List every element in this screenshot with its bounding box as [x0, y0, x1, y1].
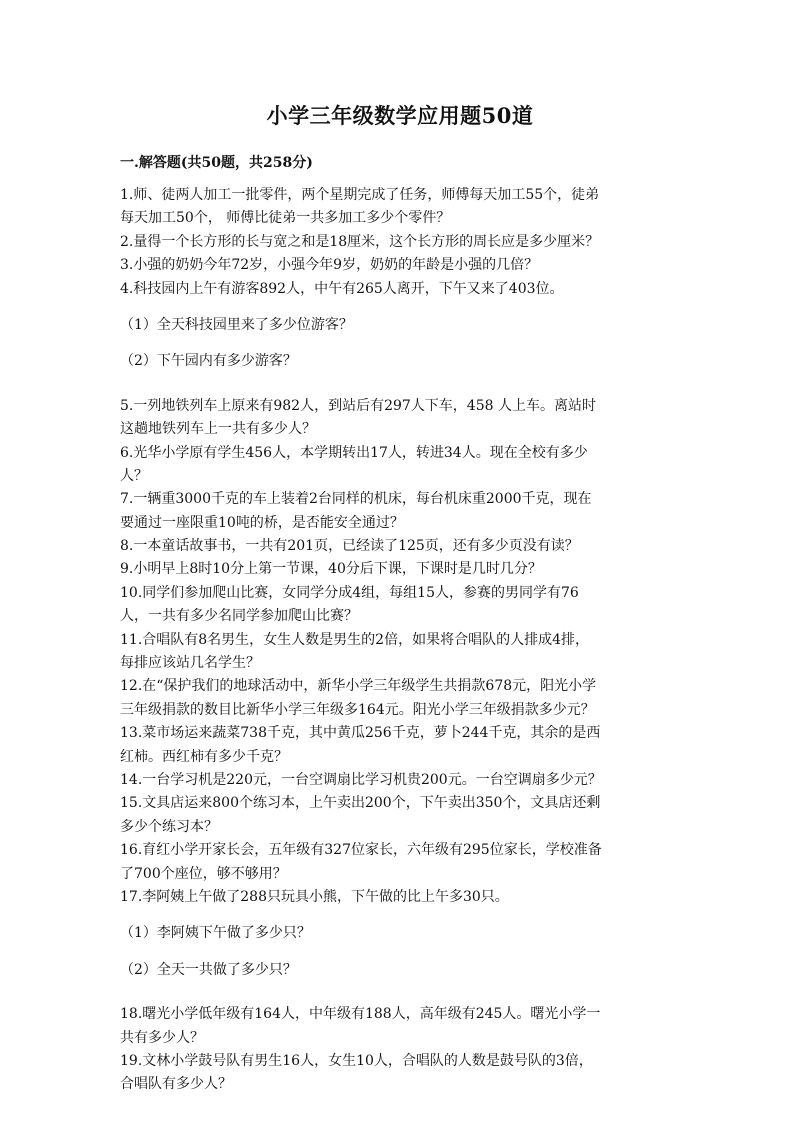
question-7-line-2: 要通过一座限重10吨的桥，是否能安全通过？ — [120, 514, 404, 531]
question-5-line-1: 5.一列地铁列车上原来有982人，到站后有297人下车，458 人上车。离站时 — [120, 397, 596, 414]
question-list — [120, 184, 680, 1097]
question-18-line-1: 18.曙光小学低年级有164人，中年级有188人，高年级有245人。曙光小学一 — [120, 1006, 601, 1023]
question-6-line-2: 人？ — [120, 467, 148, 484]
question-4-subquestion-1: （1）全天科技园里来了多少位游客？ — [120, 316, 353, 333]
question-3-line-1: 3.小强的奶奶今年72岁，小强今年9岁，奶奶的年龄是小强的几倍？ — [120, 257, 539, 274]
question-1-line-2: 每天加工50个， 师傅比徒弟一共多加工多少个零件？ — [120, 210, 451, 227]
question-17-subquestion-1: （1）李阿姨下午做了多少只？ — [120, 925, 311, 942]
question-16-line-1: 16.育红小学开家长会，五年级有327位家长，六年级有295位家长，学校准备 — [120, 842, 602, 859]
spacer — [120, 995, 680, 1003]
question-15-line-2: 多少个练习本？ — [120, 818, 218, 835]
question-19-line-1: 19.文林小学鼓号队有男生16人，女生10人，合唱队的人数是鼓号队的3倍， — [120, 1052, 593, 1069]
question-19-line-2: 合唱队有多少人？ — [120, 1076, 232, 1093]
question-4-subquestion-2: （2）下午园内有多少游客？ — [120, 353, 297, 370]
question-5-line-2: 这趟地铁列车上一共有多少人？ — [120, 421, 316, 438]
question-8-line-1: 8.一本童话故事书，一共有201页，已经读了125页，还有多少页没有读？ — [120, 538, 579, 555]
question-15-line-1: 15.文具店运来800个练习本，上午卖出200个，下午卖出350个，文具店还剩 — [120, 795, 601, 812]
spacer — [120, 387, 680, 395]
question-17-line-1: 17.李阿姨上午做了288只玩具小熊，下午做的比上午多30只。 — [120, 888, 509, 905]
question-12-line-2: 三年级捐款的数目比新华小学三年级多164元。阳光小学三年级捐款多少元？ — [120, 701, 595, 718]
question-1-line-1: 1.师、徒两人加工一批零件，两个星期完成了任务，师傅每天加工55个，徒弟 — [120, 187, 600, 203]
question-11-line-1: 11.合唱队有8名男生，女生人数是男生的2倍，如果将合唱队的人排成4排， — [120, 631, 589, 648]
page-title: 小学三年级数学应用题50道 — [266, 103, 534, 128]
question-13-line-2: 红柿。西红柿有多少千克？ — [120, 748, 288, 765]
question-9-line-1: 9.小明早上8时10分上第一节课，40分后下课，下课时是几时几分？ — [120, 561, 542, 578]
question-2-line-1: 2.量得一个长方形的长与宽之和是18厘米，这个长方形的周长应是多少厘米？ — [120, 233, 600, 250]
question-7-line-1: 7.一辆重3000千克的车上装着2台同样的机床，每台机床重2000千克，现在 — [120, 491, 592, 508]
spacer — [120, 337, 680, 350]
question-11-line-2: 每排应该站几名学生？ — [120, 655, 260, 672]
section-heading: 一.解答题(共50题，共258分) — [120, 155, 313, 171]
spacer — [120, 374, 680, 387]
question-10-line-1: 10.同学们参加爬山比赛，女同学分成4组，每组15人，参赛的男同学有76 — [120, 584, 579, 601]
question-18-line-2: 共有多少人？ — [120, 1029, 204, 1046]
spacer — [120, 909, 680, 922]
spacer — [120, 982, 680, 995]
question-10-line-2: 人，一共有多少名同学参加爬山比赛？ — [120, 608, 358, 625]
spacer — [120, 946, 680, 959]
question-6-line-1: 6.光华小学原有学生456人，本学期转出17人，转进34人。现在全校有多少 — [120, 444, 588, 461]
question-16-line-2: 了700个座位，够不够用？ — [120, 865, 287, 882]
question-13-line-1: 13.菜市场运来蔬菜738千克，其中黄瓜256千克，萝卜244千克，其余的是西 — [120, 725, 601, 742]
question-12-line-1: 12.在“保护我们的地球活动中，新华小学三年级学生共捐款678元，阳光小学 — [120, 678, 597, 695]
question-14-line-1: 14.一台学习机是220元，一台空调扇比学习机贵200元。一台空调扇多少元？ — [120, 771, 602, 788]
spacer — [120, 301, 680, 314]
question-4-line-1: 4.科技园内上午有游客892人，中午有265人离开，下午又来了403位。 — [120, 280, 564, 297]
question-17-subquestion-2: （2）全天一共做了多少只？ — [120, 961, 297, 978]
